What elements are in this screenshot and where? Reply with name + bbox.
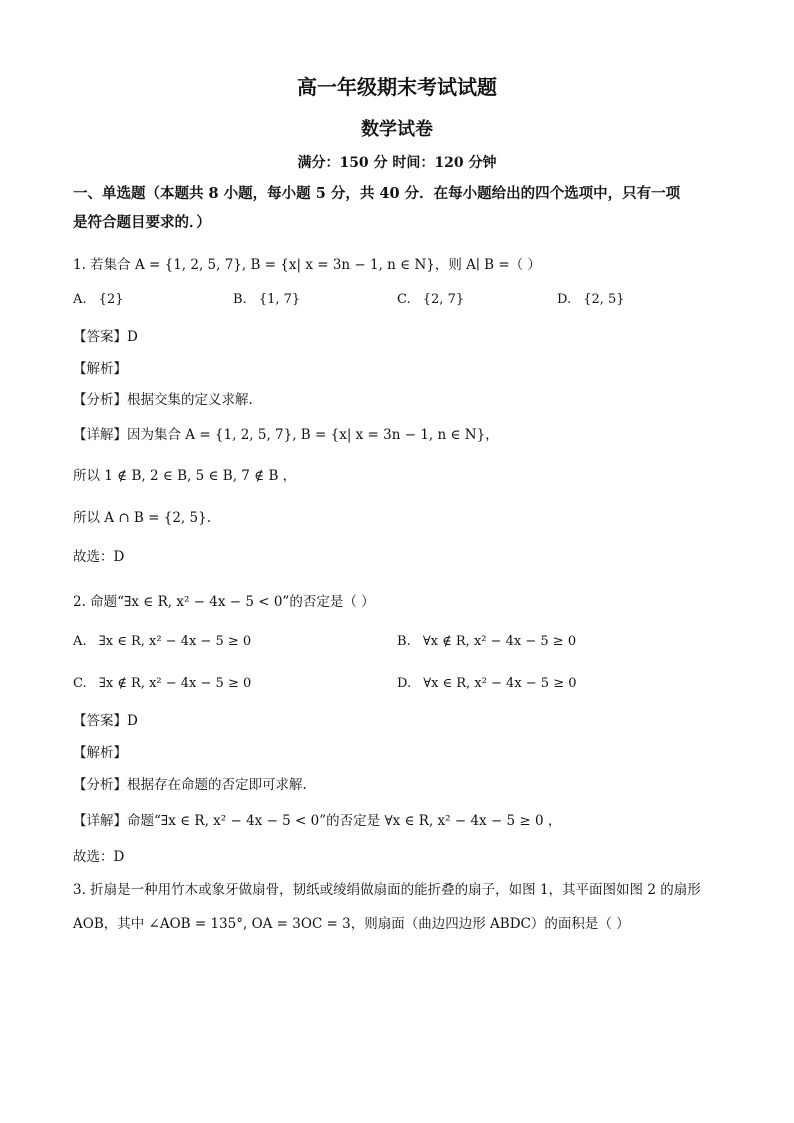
- q2-option-d-label: D.: [397, 676, 412, 691]
- q3-line2: AOB，其中 ∠AOB = 135°, OA = 3OC = 3，则扇面（曲边四边形 ABDC）的面积是（ ）: [73, 916, 630, 932]
- q1-step1: 所以 1 ∉ B, 2 ∈ B, 5 ∈ B, 7 ∉ B ，: [73, 468, 297, 484]
- q1-option-c-label: C.: [397, 292, 411, 307]
- q2-option-a-value: ∃x ∈ R, x² − 4x − 5 ≥ 0: [98, 634, 252, 649]
- q1-option-b: [233, 292, 300, 307]
- q1-analysis: 【分析】根据交集的定义求解.: [73, 392, 253, 408]
- q1-option-b-label: B.: [233, 292, 247, 307]
- q2-choose: 故选：D: [73, 849, 125, 865]
- q1-option-a-label: A.: [73, 292, 87, 307]
- q2-option-b: [397, 634, 576, 649]
- q1-step2: 所以 A ∩ B = {2, 5}.: [73, 510, 211, 526]
- q1-option-d-label: D.: [557, 292, 572, 307]
- q2-option-b-value: ∀x ∉ R, x² − 4x − 5 ≥ 0: [422, 634, 577, 649]
- q2-option-a-label: A.: [73, 634, 87, 649]
- q2-option-d-value: ∀x ∈ R, x² − 4x − 5 ≥ 0: [423, 676, 577, 691]
- exam-subtitle: 数学试卷: [361, 119, 433, 140]
- q1-answer: 【答案】D: [73, 329, 138, 345]
- q1-analysis-title: 【解析】: [73, 361, 127, 377]
- section-heading-line2: 是符合题目要求的．）: [73, 214, 211, 231]
- q2-option-c: [73, 676, 251, 691]
- q1-option-d: [557, 292, 625, 307]
- q3-line1: 3. 折扇是一种用竹木或象牙做扇骨，韧纸或绫绢做扇面的能折叠的扇子，如图 1，其平面图如图 2 的扇形: [73, 882, 701, 898]
- q2-option-c-value: ∃x ∉ R, x² − 4x − 5 ≥ 0: [98, 676, 252, 691]
- q2-stem: 2. 命题“∃x ∈ R, x² − 4x − 5 < 0”的否定是（ ）: [73, 594, 375, 610]
- q2-detail: 【详解】命题“∃x ∈ R, x² − 4x − 5 < 0”的否定是 ∀x ∈ R, x² − 4x − 5 ≥ 0 ，: [73, 813, 562, 829]
- q2-option-b-label: B.: [397, 634, 411, 649]
- exam-info: 满分：150 分 时间：120 分钟: [297, 155, 497, 171]
- exam-title: 高一年级期末考试试题: [297, 75, 497, 99]
- q1-option-c-value: {2, 7}: [422, 292, 465, 307]
- q2-option-d: [397, 676, 577, 691]
- q2-option-c-label: C.: [73, 676, 87, 691]
- q1-stem: 1. 若集合 A = {1, 2, 5, 7}, B = {x| x = 3n − 1, n ∈ N}，则 A∣ B =（ ）: [73, 257, 541, 273]
- q1-option-c: [397, 292, 464, 307]
- q1-option-b-value: {1, 7}: [258, 292, 301, 307]
- q2-answer: 【答案】D: [73, 713, 138, 729]
- q2-analysis-title: 【解析】: [73, 745, 127, 761]
- q1-detail: 【详解】因为集合 A = {1, 2, 5, 7}, B = {x| x = 3n − 1, n ∈ N}，: [73, 427, 499, 443]
- q2-option-a: [73, 634, 251, 649]
- q1-choose: 故选：D: [73, 549, 125, 565]
- q1-option-d-value: {2, 5}: [583, 292, 625, 307]
- q1-option-a: [73, 292, 124, 307]
- q2-analysis: 【分析】根据存在命题的否定即可求解.: [73, 777, 307, 793]
- q1-option-a-value: {2}: [98, 292, 124, 307]
- section-heading-line1: 一、单选题（本题共 8 小题，每小题 5 分，共 40 分．在每小题给出的四个选项中，只有一项: [73, 185, 681, 202]
